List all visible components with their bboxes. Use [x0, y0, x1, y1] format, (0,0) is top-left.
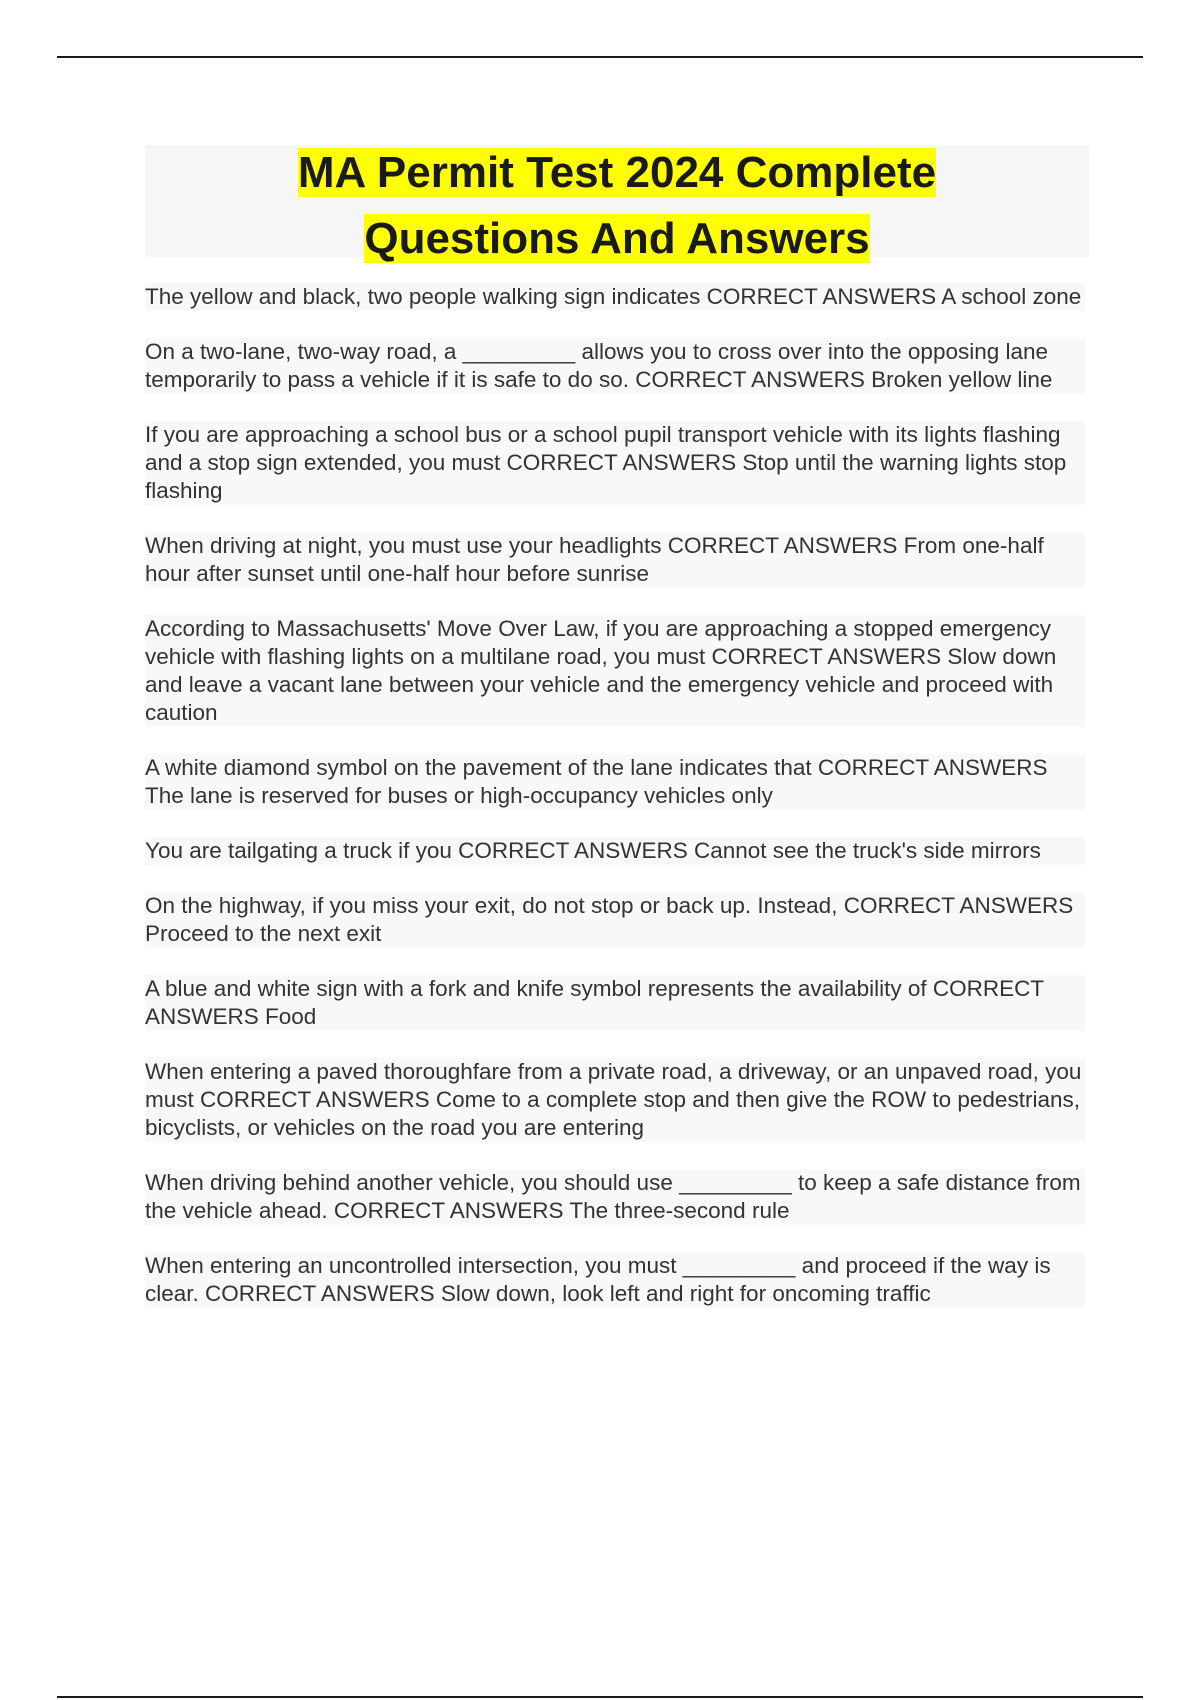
- qa-item: When driving at night, you must use your headlights CORRECT ANSWERS From one-half hour after sunset until one-half hour before sunrise: [145, 532, 1085, 588]
- qa-item: When entering an uncontrolled intersection, you must _________ and proceed if the way is clear. CORRECT ANSWERS Slow down, look left and right for oncoming traffic: [145, 1252, 1085, 1308]
- qa-item: A blue and white sign with a fork and knife symbol represents the availability of CORRECT ANSWERS Food: [145, 975, 1085, 1031]
- title-block: [145, 145, 1089, 263]
- qa-item: The yellow and black, two people walking sign indicates CORRECT ANSWERS A school zone: [145, 283, 1085, 311]
- qa-item: According to Massachusetts' Move Over Law, if you are approaching a stopped emergency vehicle with flashing lights on a multilane road, you must CORRECT ANSWERS Slow down and leave a vacant lane between your vehicle and the emergency vehicle and proceed with caution: [145, 615, 1085, 727]
- qa-list: [145, 283, 1085, 1335]
- qa-item: If you are approaching a school bus or a school pupil transport vehicle with its lights flashing and a stop sign extended, you must CORRECT ANSWERS Stop until the warning lights stop flashing: [145, 421, 1085, 505]
- qa-item: On a two-lane, two-way road, a _________ allows you to cross over into the opposing lane temporarily to pass a vehicle if it is safe to do so. CORRECT ANSWERS Broken yellow line: [145, 338, 1085, 394]
- qa-item: You are tailgating a truck if you CORRECT ANSWERS Cannot see the truck's side mirrors: [145, 837, 1085, 865]
- qa-item: A white diamond symbol on the pavement of the lane indicates that CORRECT ANSWERS The lane is reserved for buses or high-occupancy vehicles only: [145, 754, 1085, 810]
- qa-item: When driving behind another vehicle, you should use _________ to keep a safe distance from the vehicle ahead. CORRECT ANSWERS The three-second rule: [145, 1169, 1085, 1225]
- top-rule: [57, 56, 1143, 58]
- page-title-line-1: MA Permit Test 2024 Complete: [297, 148, 937, 197]
- qa-item: On the highway, if you miss your exit, do not stop or back up. Instead, CORRECT ANSWERS Proceed to the next exit: [145, 892, 1085, 948]
- qa-item: When entering a paved thoroughfare from a private road, a driveway, or an unpaved road, you must CORRECT ANSWERS Come to a complete stop and then give the ROW to pedestrians, bicyclists, or vehicles on the road you are entering: [145, 1058, 1085, 1142]
- page-title-line-2: Questions And Answers: [364, 214, 870, 263]
- bottom-rule: [57, 1696, 1143, 1698]
